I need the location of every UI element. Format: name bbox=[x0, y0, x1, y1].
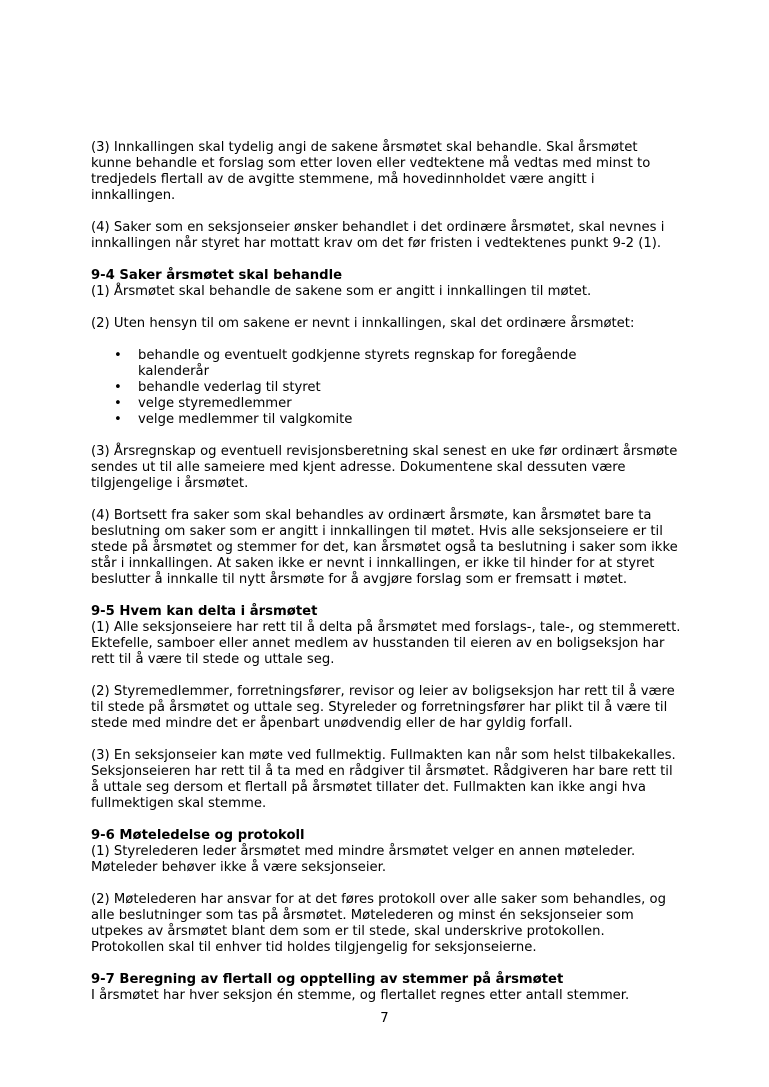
list-item: • velge medlemmer til valgkomite bbox=[138, 412, 681, 428]
paragraph-9-7-1: I årsmøtet har hver seksjon én stemme, og flertallet regnes etter antall stemmer. bbox=[91, 988, 630, 1003]
paragraph-9-5-1: (1) Alle seksjonseiere har rett til å delta på årsmøtet med forslags-, tale-, og stemmerett. Ektefelle, samboer eller annet medlem av husstanden til eieren av en boligseksjon har rett til å være til stede og uttale seg. bbox=[91, 620, 681, 667]
paragraph-9-5-3: (3) En seksjonseier kan møte ved fullmektig. Fullmakten kan når som helst tilbakekalles. Seksjonseieren har rett til å ta med en rådgiver til årsmøtet. Rådgiveren har bare rett til å uttale seg dersom et flertall på årsmøtet tillater det. Fullmakten kan ikke angi hva fullmektigen skal stemme. bbox=[91, 748, 676, 811]
paragraph-9-4-4: (4) Bortsett fra saker som skal behandles av ordinært årsmøte, kan årsmøtet bare ta beslutning om saker som er angitt i innkallingen til møtet. Hvis alle seksjonseiere er til stede på årsmøtet og stemmer for det, kan årsmøtet også ta beslutning i saker som ikke står i innkallingen. At saken ikke er nevnt i innkallingen, er ikke til hinder for at styret beslutter å innkalle til nytt årsmøte for å avgjøre forslag som er fremsatt i møtet. bbox=[91, 508, 678, 587]
paragraph-9-4-2: (2) Uten hensyn til om sakene er nevnt i innkallingen, skal det ordinære årsmøtet: bbox=[91, 316, 635, 331]
list-item: • velge styremedlemmer bbox=[138, 396, 681, 412]
paragraph-9-3-3: (3) Innkallingen skal tydelig angi de sakene årsmøtet skal behandle. Skal årsmøtet kunne behandle et forslag som etter loven eller vedtektene må vedtas med minst to tredjedels flertall av de avgitte stemmene, må hovedinnholdet være angitt i innkallingen. bbox=[91, 140, 651, 203]
paragraph-9-6-1: (1) Styrelederen leder årsmøtet med mindre årsmøtet velger en annen møteleder. Møteleder behøver ikke å være seksjonseier. bbox=[91, 844, 636, 875]
paragraph-9-3-4: (4) Saker som en seksjonseier ønsker behandlet i det ordinære årsmøtet, skal nevnes i innkallingen når styret har mottatt krav om det før fristen i vedtektenes punkt 9-2 (1). bbox=[91, 220, 665, 251]
section-heading-9-6: 9-6 Møteledelse og protokoll bbox=[91, 828, 305, 843]
section-heading-9-7: 9-7 Beregning av flertall og opptelling av stemmer på årsmøtet bbox=[91, 972, 564, 987]
section-heading-9-5: 9-5 Hvem kan delta i årsmøtet bbox=[91, 604, 318, 619]
paragraph-9-6-2: (2) Møtelederen har ansvar for at det føres protokoll over alle saker som behandles, og alle beslutninger som tas på årsmøtet. Møtelederen og minst én seksjonseier som utpekes av årsmøtet blant dem som er til stede, skal underskrive protokollen. Protokollen skal til enhver tid holdes tilgjengelig for seksjonseierne. bbox=[91, 892, 666, 955]
list-item: • behandle vederlag til styret bbox=[138, 380, 681, 396]
list-item: • behandle og eventuelt godkjenne styrets regnskap for foregående kalenderår bbox=[138, 348, 578, 380]
paragraph-9-4-3: (3) Årsregnskap og eventuell revisjonsberetning skal senest en uke før ordinært årsmøte sendes ut til alle sameiere med kjent adresse. Dokumentene skal dessuten være tilgjengelige i årsmøtet. bbox=[91, 444, 678, 491]
page-number: 7 bbox=[380, 1011, 389, 1026]
agenda-list bbox=[91, 348, 681, 428]
paragraph-9-5-2: (2) Styremedlemmer, forretningsfører, revisor og leier av boligseksjon har rett til å være til stede på årsmøtet og uttale seg. Styreleder og forretningsfører har plikt til å være til stede med mindre det er åpenbart unødvendig eller de har gyldig forfall. bbox=[91, 684, 675, 731]
paragraph-9-4-1: (1) Årsmøtet skal behandle de sakene som er angitt i innkallingen til møtet. bbox=[91, 284, 592, 299]
page-content bbox=[91, 140, 681, 1004]
section-heading-9-4: 9-4 Saker årsmøtet skal behandle bbox=[91, 268, 343, 283]
